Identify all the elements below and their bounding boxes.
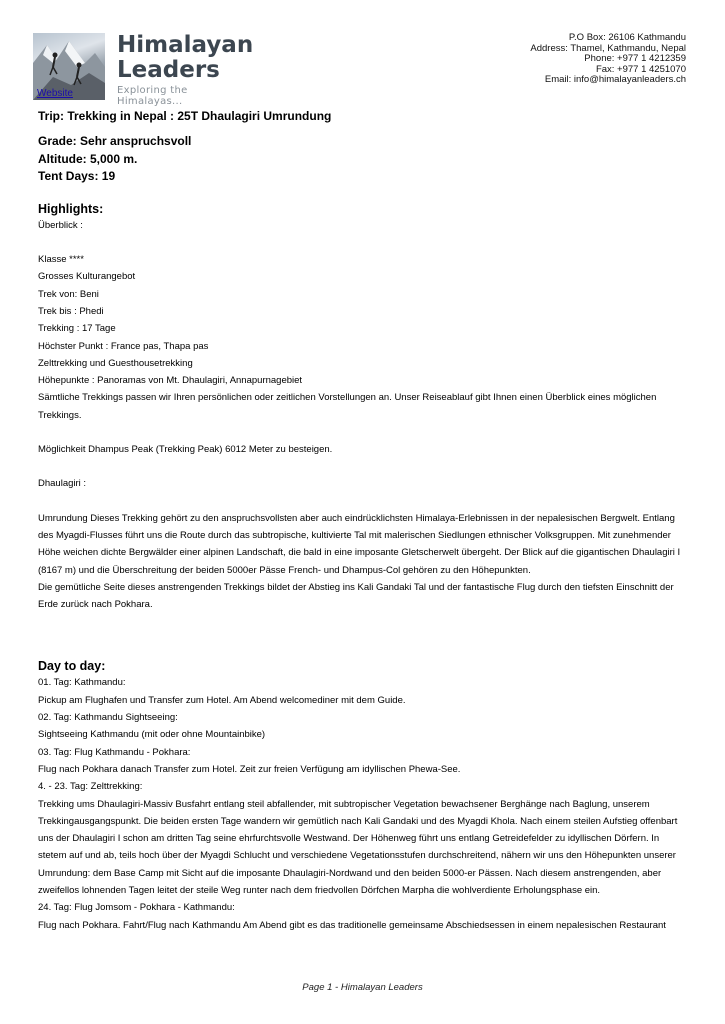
contact-block [530, 33, 686, 86]
highlights-line: Höchster Punkt : France pas, Thapa pas [38, 340, 209, 352]
day-text: Pickup am Flughafen und Transfer zum Hotel. Am Abend welcomediner mit dem Guide. [38, 694, 406, 706]
document-body [38, 108, 688, 934]
contact-pobox: P.O Box: 26106 Kathmandu [568, 32, 686, 43]
day-to-day-heading: Day to day: [38, 659, 106, 674]
dhaulagiri-label: Dhaulagiri : [38, 478, 87, 490]
day-title: 01. Tag: Kathmandu: [38, 677, 126, 689]
logo-tagline: Exploring the Himalayas... [117, 85, 188, 107]
altitude: Altitude: 5,000 m. [38, 151, 138, 166]
highlights-line: Trek bis : Phedi [38, 305, 104, 317]
day-title: 03. Tag: Flug Kathmandu - Pokhara: [38, 746, 191, 758]
tent-days: Tent Days: 19 [38, 169, 116, 183]
day-title: 24. Tag: Flug Jomsom - Pokhara - Kathmandu: [38, 902, 235, 914]
dhaulagiri-description-2: Die gemütliche Seite dieses anstrengenden Trekkings bildet der Abstieg ins Kali Gandaki Tal und der fantastische Flug durch den tiefsten Einschnitt der Erde zurück nach Pokhara. [38, 581, 674, 611]
logo-line-2: Leaders [117, 57, 220, 83]
company-logo [33, 32, 254, 107]
day-text: Flug nach Pokhara danach Transfer zum Hotel. Zeit zur freien Verfügung am idyllischen Phewa-See. [38, 763, 461, 775]
highlights-line: Überblick : [38, 219, 83, 231]
individual-text: Sämtliche Trekkings passen wir Ihren persönlichen oder zeitlichen Vorstellungen an. Unser Reiseablauf gibt Ihnen einen Überblick eines möglichen Trekkings. [38, 392, 657, 421]
highlights-line: Zelttrekking und Guesthousetrekking [38, 357, 193, 369]
contact-email: Email: info@himalayanleaders.ch [544, 74, 686, 86]
day-title: 02. Tag: Kathmandu Sightseeing: [38, 712, 178, 724]
highlights-line: Höhepunkte : Panoramas von Mt. Dhaulagiri, Annapurnagebiet [38, 375, 303, 387]
page-footer: Page 1 - Himalayan Leaders [302, 982, 423, 993]
logo-line-1: Himalayan [117, 32, 254, 58]
day-text: Flug nach Pokhara. Fahrt/Flug nach Kathmandu Am Abend gibt es das traditionelle gemeinsame Abschiedsessen in einem nepalesischen Restaurant [38, 919, 666, 931]
day-text: Sightseeing Kathmandu (mit oder ohne Mountainbike) [38, 729, 266, 741]
trip-title: Trip: Trekking in Nepal : 25T Dhaulagiri Umrundung [38, 109, 332, 123]
highlights-line: Trekking : 17 Tage [38, 323, 116, 335]
website-link[interactable]: Website [37, 88, 73, 99]
itinerary-list [38, 674, 688, 933]
dhaulagiri-description: Umrundung Dieses Trekking gehört zu den anspruchsvollsten aber auch eindrücklichsten Himalaya-Erlebnissen in der nepalesischen Bergwelt. Entlang des Myagdi-Flusses führt uns die Route durch das subtropische, kultivierte Tal mit malerischen Siedlungen ethnischer Volksgruppen. Mit zunehmender Höhe weichen dichte Bergwälder einer alpinen Landschaft, die bald in eine imposante Gletscherwelt übergeht. Der Blick auf die gigantischen Dhaulagiri I (8167 m) und die Überschreitung der beiden 5000er Pässe French- und Dhampus-Col gehören zu den Höhepunkten. [38, 512, 681, 576]
contact-phone: Phone: +977 1 4212359 [584, 53, 686, 65]
highlights-heading: Highlights: [38, 201, 104, 216]
grade: Grade: Sehr anspruchsvoll [38, 134, 192, 148]
contact-address: Address: Thamel, Kathmandu, Nepal [530, 42, 686, 54]
highlights-line [38, 234, 688, 251]
highlights-line: Klasse **** [38, 254, 84, 266]
logo-wordmark [117, 33, 253, 83]
highlights-line: Trek von: Beni [38, 288, 99, 300]
contact-fax: Fax: +977 1 4251070 [595, 63, 686, 75]
day-title: 4. - 23. Tag: Zelttrekking: [38, 781, 143, 793]
day-text: Trekking ums Dhaulagiri-Massiv Busfahrt entlang steil abfallender, mit subtropischer Vegetation bewachsener Berghänge nach Baglung, unserem Trekkingausgangspunkt. Die beiden ersten Tage wandern wir gemütlich nach Kali Gandaki und des Myagdi Khola. Nach einem steilen Aufstieg offenbart uns der Dhaulagiri I schon am dritten Tag seine ehrfurchtsvolle Westwand. Der Höhenweg führt uns entlang Getreidefelder zu idyllischen Dörfern. In stetem auf und ab, teils hoch über der Myagdi Schlucht und verschiedene Vegetationsstufen durchschreitend, nähern wir uns den Höhepunkten unserer Umrundung: dem Base Camp mit Sicht auf die imposante Dhaulagiri-Nordwand und den beiden 5000-er Pässen. Nach diesem anstrengenden, aber zweifellos lohnenden Tagen leitet der steile Weg runter nach dem friedvollen Dörfchen Marpha die wohlverdiente Erholungsphase ein. [38, 798, 678, 896]
dhampus-peak-note: Möglichkeit Dhampus Peak (Trekking Peak) 6012 Meter zu besteigen. [38, 444, 333, 456]
highlights-line: Grosses Kulturangebot [38, 271, 136, 283]
